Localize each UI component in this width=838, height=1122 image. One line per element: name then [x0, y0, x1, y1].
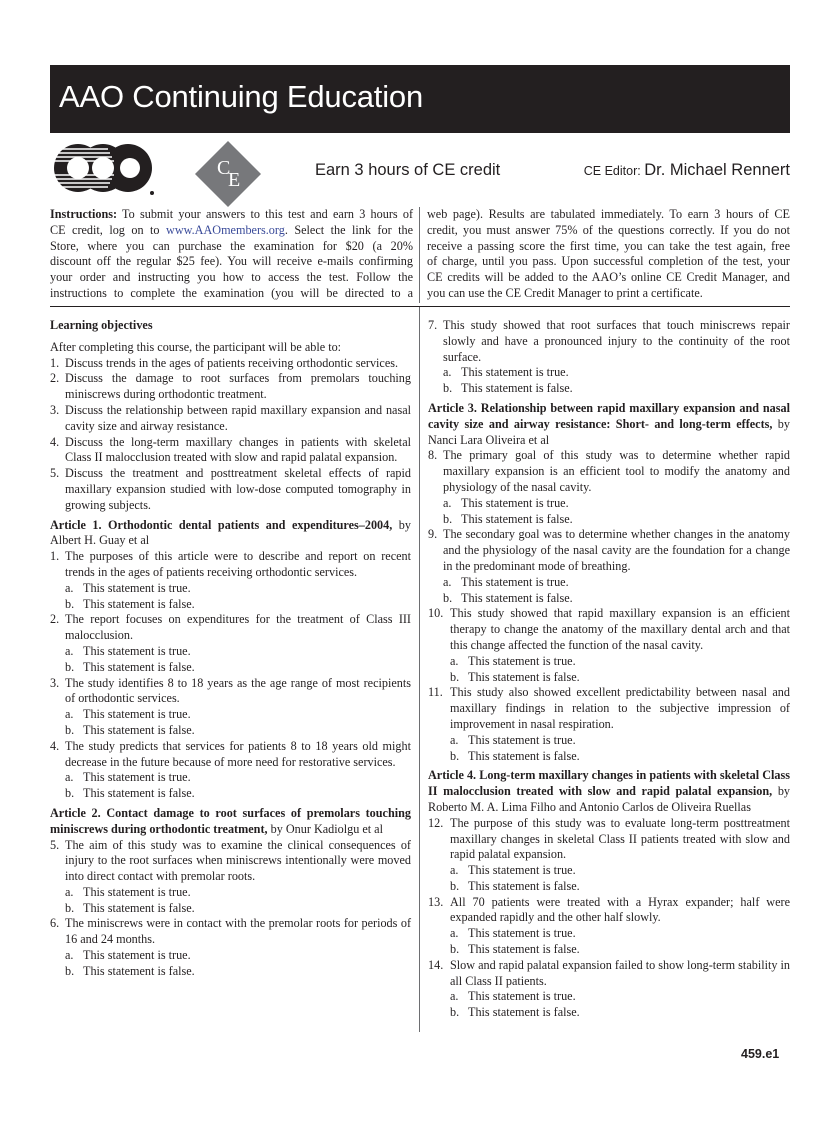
question-11: 11. This study also showed excellent predictability between nasal and maxillary findings in relation to the subjective impression of improvement in nasal respiration. a. This statement is true. b. This statement is false. [428, 685, 790, 763]
option-b[interactable]: b. This statement is false. [65, 963, 195, 978]
option-a[interactable]: a. This statement is true. [450, 926, 576, 941]
editor-label: CE Editor: [583, 164, 645, 178]
instructions-line: of charge, until you pass. Upon successful completion of the test, your [427, 254, 790, 269]
left-column [50, 318, 411, 980]
option-b[interactable]: b. This statement is false. [443, 381, 573, 396]
option-b[interactable]: b. This statement is false. [450, 748, 580, 763]
objective-item: 1. Discuss trends in the ages of patients receiving orthodontic services. [50, 355, 399, 370]
objective-item: 2. Discuss the damage to root surfaces from premolars touching miniscrews during orthodontic treatment. [50, 371, 411, 402]
instructions-line: discount off the regular $25 fee). You will receive e-mails confirming [50, 254, 413, 269]
option-b[interactable]: b. This statement is false. [443, 511, 573, 526]
option-b[interactable]: b. This statement is false. [65, 900, 195, 915]
instructions-line: Store, where you can purchase the examination for $20 (a 20% [50, 238, 413, 253]
instructions-line: credit, you must answer 75% of the questions correctly. If you do not [427, 222, 790, 237]
column-divider-top [419, 207, 420, 303]
objective-item: 3. Discuss the relationship between rapid maxillary expansion and nasal cavity size and airway resistance. [50, 402, 411, 433]
svg-text:C: C [217, 157, 231, 179]
instructions-line: web page). Results are tabulated immediately. To earn 3 hours of CE [427, 207, 790, 221]
question-9: 9. The secondary goal was to determine whether changes in the anatomy and the physiology of the nasal cavity are the foundation for a change in the predominant mode of breathing. a. This statement is true. b. This statement is false. [428, 527, 790, 605]
option-a[interactable]: a. This statement is true. [450, 863, 576, 878]
article-1-heading: Article 1. Orthodontic dental patients and expenditures–2004, by Albert H. Guay et al [50, 517, 411, 548]
option-b[interactable]: b. This statement is false. [443, 590, 573, 605]
question-4: 4. The study predicts that services for patients 8 to 18 years old might decrease in the future because of more need for restorative services. a. This statement is true. b. This statement is false. [50, 738, 411, 801]
option-a[interactable]: a. This statement is true. [450, 653, 576, 668]
question-7: 7. This study showed that root surfaces that touch miniscrews repair slowly and have a pronounced injury to the continuity of the root surface. a. This statement is true. b. This statement is false. [428, 318, 790, 396]
option-b[interactable]: b. This statement is false. [450, 878, 580, 893]
instructions-label: Instructions: [50, 207, 118, 221]
page-number: 459.e1 [741, 1047, 780, 1061]
option-a[interactable]: a. This statement is true. [65, 643, 191, 658]
option-b[interactable]: b. This statement is false. [65, 596, 195, 611]
question-2: 2. The report focuses on expenditures for the treatment of Class III malocclusion. a. This statement is true. b. This statement is false. [50, 612, 411, 674]
right-column [428, 318, 790, 1021]
svg-text:E: E [228, 169, 241, 191]
question-10: 10. This study showed that rapid maxillary expansion is an efficient therapy to change the anatomy of the maxillary dental arch and that this change affected the function of the nasal cavity. a. This statement is true. b. This statement is false. [428, 606, 790, 684]
option-a[interactable]: a. This statement is true. [450, 732, 576, 747]
instructions-line: your order and instructing you how to access the test. Follow the [50, 270, 413, 285]
learning-objectives-title: Learning objectives [50, 318, 153, 332]
option-b[interactable]: b. This statement is false. [65, 659, 195, 674]
objective-item: 5. Discuss the treatment and posttreatment skeletal effects of rapid maxillary expansion studied with low-dose computed tomography in growing subjects. [50, 466, 411, 512]
section-divider [50, 306, 790, 307]
instructions-line: instructions to complete the examination (you will be directed to a [50, 285, 413, 300]
ce-editor [584, 161, 790, 180]
column-divider [419, 307, 420, 1032]
aao-logo-icon [50, 141, 156, 197]
page-title: AAO Continuing Education [59, 79, 423, 114]
option-b[interactable]: b. This statement is false. [65, 722, 195, 737]
question-8: 8. The primary goal of this study was to determine whether rapid maxillary expansion is an efficient tool to modify the anatomy and physiology of the nasal cavity. a. This statement is true. b. This statement is false. [428, 448, 790, 526]
question-5: 5. The aim of this study was to examine the clinical consequences of injury to the root surfaces when miniscrews intentionally were moved into direct contact with premolar roots. a. This statement is true. b. This statement is false. [50, 837, 411, 915]
option-a[interactable]: a. This statement is true. [443, 574, 569, 589]
option-a[interactable]: a. This statement is true. [443, 495, 569, 510]
article-3-heading: Article 3. Relationship between rapid maxillary expansion and nasal cavity size and airway resistance: Short- and long-term effects, by Nanci Lara Oliveira et al [428, 400, 790, 447]
instructions-left [50, 207, 413, 302]
option-a[interactable]: a. This statement is true. [65, 707, 191, 722]
aao-members-link[interactable]: www.AAOmembers.org [166, 222, 285, 237]
option-a[interactable]: a. This statement is true. [450, 989, 576, 1004]
option-a[interactable]: a. This statement is true. [65, 770, 191, 785]
learning-objectives-intro: After completing this course, the participant will be able to: [50, 339, 342, 354]
question-1: 1. The purposes of this article were to describe and report on recent trends in the ages of patients receiving orthodontic services. a. This statement is true. b. This statement is false. [50, 549, 411, 611]
instructions-line: CE credits will be added to the AAO’s online CE Credit Manager, and [427, 270, 790, 285]
instructions-right [427, 207, 790, 302]
option-a[interactable]: a. This statement is true. [65, 580, 191, 595]
option-a[interactable]: a. This statement is true. [443, 365, 569, 380]
instructions-line: CE credit, log on to www.AAOmembers.org. Select the link for the [50, 222, 414, 237]
objective-item: 4. Discuss the long-term maxillary changes in patients with skeletal Class II malocclusion treated with slow and rapid palatal expansion. [50, 434, 411, 465]
option-b[interactable]: b. This statement is false. [65, 786, 195, 801]
instructions-line: receive a passing score the first time, you can take the test again, free [427, 238, 790, 253]
question-13: 13. All 70 patients were treated with a Hyrax expander; half were expanded rapidly and the other half slowly. a. This statement is true. b. This statement is false. [428, 894, 790, 957]
question-12: 12. The purpose of this study was to evaluate long-term posttreatment maxillary changes in skeletal Class II patients treated with slow and rapid palatal expansion. a. This statement is true. b. This statement is false. [428, 815, 790, 893]
ce-diamond-logo-icon [195, 141, 261, 207]
article-4-heading: Article 4. Long-term maxillary changes in patients with skeletal Class II malocclusion treated with slow and rapid palatal expansion, by Roberto M. A. Lima Filho and Antonio Carlos de Oliveira Ruellas [428, 768, 791, 814]
earn-credit-text: Earn 3 hours of CE credit [315, 161, 501, 179]
instructions-line: you can use the CE Credit Manager to print a certificate. [427, 285, 703, 300]
question-6: 6. The miniscrews were in contact with the premolar roots for periods of 16 and 24 months. a. This statement is true. b. This statement is false. [50, 916, 411, 978]
option-a[interactable]: a. This statement is true. [65, 884, 191, 899]
option-b[interactable]: b. This statement is false. [450, 669, 580, 684]
question-3: 3. The study identifies 8 to 18 years as the age range of most recipients of orthodontic services. a. This statement is true. b. This statement is false. [50, 675, 411, 737]
article-2-heading: Article 2. Contact damage to root surfaces of premolars touching miniscrews during orthodontic treatment, by Onur Kadiolgu et al [50, 805, 411, 836]
header-bar [50, 65, 790, 133]
instructions-line: Instructions: To submit your answers to this test and earn 3 hours of [50, 207, 413, 221]
option-b[interactable]: b. This statement is false. [450, 942, 580, 957]
option-b[interactable]: b. This statement is false. [450, 1005, 580, 1020]
question-14: 14. Slow and rapid palatal expansion failed to show long-term stability in all Class II patients. a. This statement is true. b. This statement is false. [428, 957, 790, 1020]
editor-name: Dr. Michael Rennert [644, 161, 790, 179]
option-a[interactable]: a. This statement is true. [65, 948, 191, 963]
